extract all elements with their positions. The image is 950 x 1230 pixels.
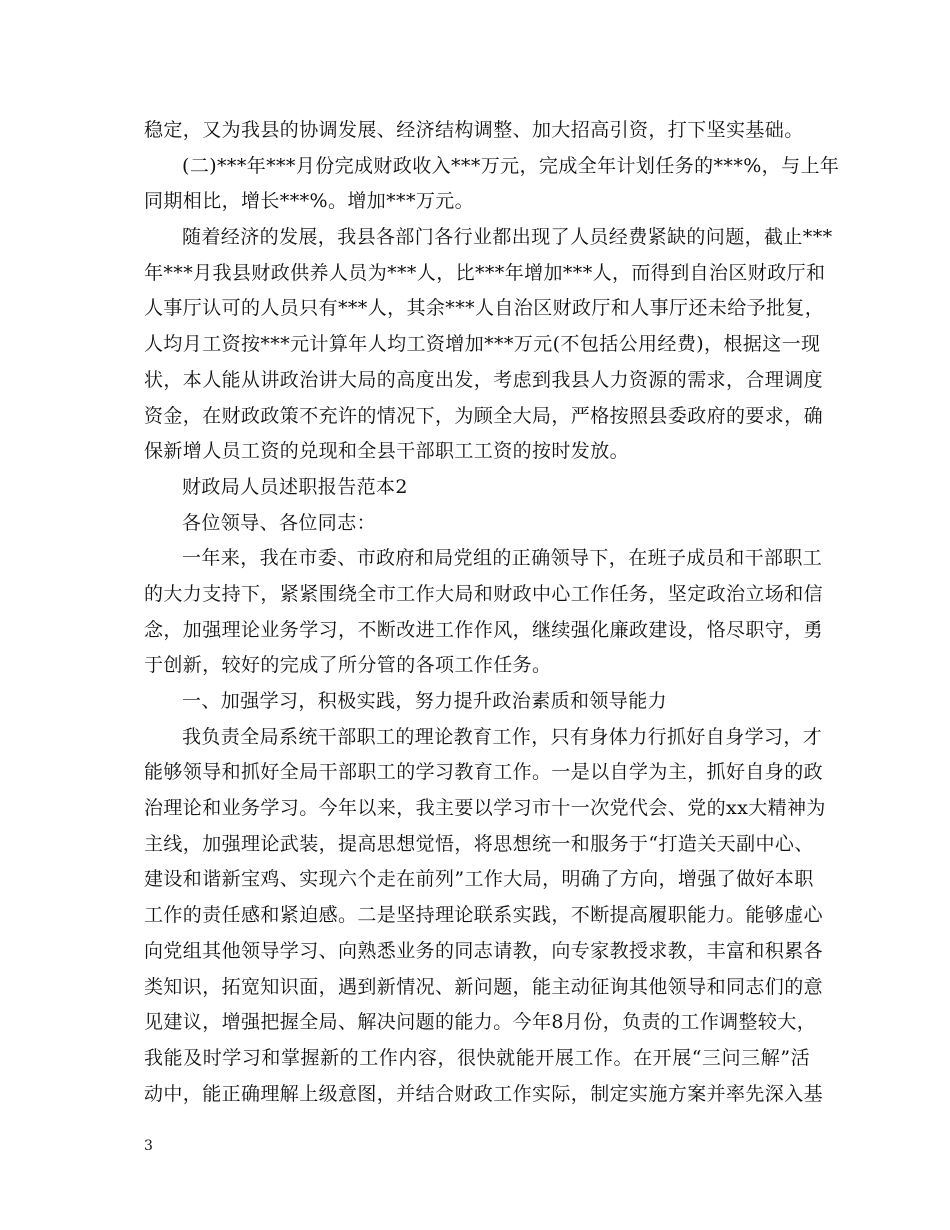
text-line: 年***月我县财政供养人员为***人，比***年增加***人，而得到自治区财政厅和 xyxy=(144,261,826,284)
text-line: 主线，加强理论武装，提高思想觉悟，将思想统一和服务于“打造关天副中心、 xyxy=(144,832,814,855)
text-line: 动中，能正确理解上级意图，并结合财政工作实际，制定实施方案并率先深入基 xyxy=(144,1082,824,1105)
page-number: 3 xyxy=(144,1138,153,1154)
text-line: 人均月工资按***元计算年人均工资增加***万元(不包括公用经费)，根据这一现 xyxy=(144,333,821,356)
text-line: 我能及时学习和掌握新的工作内容，很快就能开展工作。在开展“三问三解”活 xyxy=(144,1046,810,1069)
text-line: (二)***年***月份完成财政收入***万元，完成全年计划任务的***%，与上年 xyxy=(182,154,840,177)
text-line: 治理论和业务学习。今年以来，我主要以学习市十一次党代会、党的xx大精神为 xyxy=(144,797,826,820)
text-line: 向党组其他领导学习、向熟悉业务的同志请教，向专家教授求教，丰富和积累各 xyxy=(144,939,824,962)
text-line: 于创新，较好的完成了所分管的各项工作任务。 xyxy=(144,654,552,677)
text-line: 随着经济的发展，我县各部门各行业都出现了人员经费紧缺的问题，截止*** xyxy=(182,226,833,249)
text-line: 保新增人员工资的兑现和全县干部职工工资的按时发放。 xyxy=(144,440,630,463)
text-line: 各位领导、各位同志： xyxy=(182,511,377,534)
text-line: 类知识，拓宽知识面，遇到新情况、新问题，能主动征询其他领导和同志们的意 xyxy=(144,975,824,998)
text-line: 工作的责任感和紧迫感。二是坚持理论联系实践，不断提高履职能力。能够虚心 xyxy=(144,904,824,927)
text-line: 能够领导和抓好全局干部职工的学习教育工作。一是以自学为主，抓好自身的政 xyxy=(144,761,824,784)
text-line: 同期相比，增长***%。增加***万元。 xyxy=(144,190,475,213)
text-line: 状，本人能从讲政治讲大局的高度出发，考虑到我县人力资源的需求，合理调度 xyxy=(144,368,824,391)
text-line: 建设和谐新宝鸡、实现六个走在前列”工作大局，明确了方向，增强了做好本职 xyxy=(144,868,814,891)
text-line: 稳定，又为我县的协调发展、经济结构调整、加大招高引资，打下坚实基础。 xyxy=(144,119,804,141)
document-body xyxy=(144,113,840,1112)
text-line: 我负责全局系统干部职工的理论教育工作，只有身体力行抓好自身学习，才 xyxy=(182,725,823,748)
text-line: 财政局人员述职报告范本2 xyxy=(182,475,408,498)
text-line: 人事厅认可的人员只有***人，其余***人自治区财政厅和人事厅还未给予批复， xyxy=(144,297,825,320)
text-line: 资金，在财政政策不充许的情况下，为顾全大局，严格按照县委政府的要求，确 xyxy=(144,404,824,427)
text-line: 的大力支持下，紧紧围绕全市工作大局和财政中心工作任务，坚定政治立场和信 xyxy=(144,582,824,605)
text-line: 一年来，我在市委、市政府和局党组的正确领导下，在班子成员和干部职工 xyxy=(182,547,823,570)
text-line: 念，加强理论业务学习，不断改进工作作风，继续强化廉政建设，恪尽职守，勇 xyxy=(144,618,824,641)
text-line: 见建议，增强把握全局、解决问题的能力。今年8月份，负责的工作调整较大， xyxy=(144,1011,817,1034)
text-line: 一、加强学习，积极实践，努力提升政治素质和领导能力 xyxy=(182,690,668,712)
